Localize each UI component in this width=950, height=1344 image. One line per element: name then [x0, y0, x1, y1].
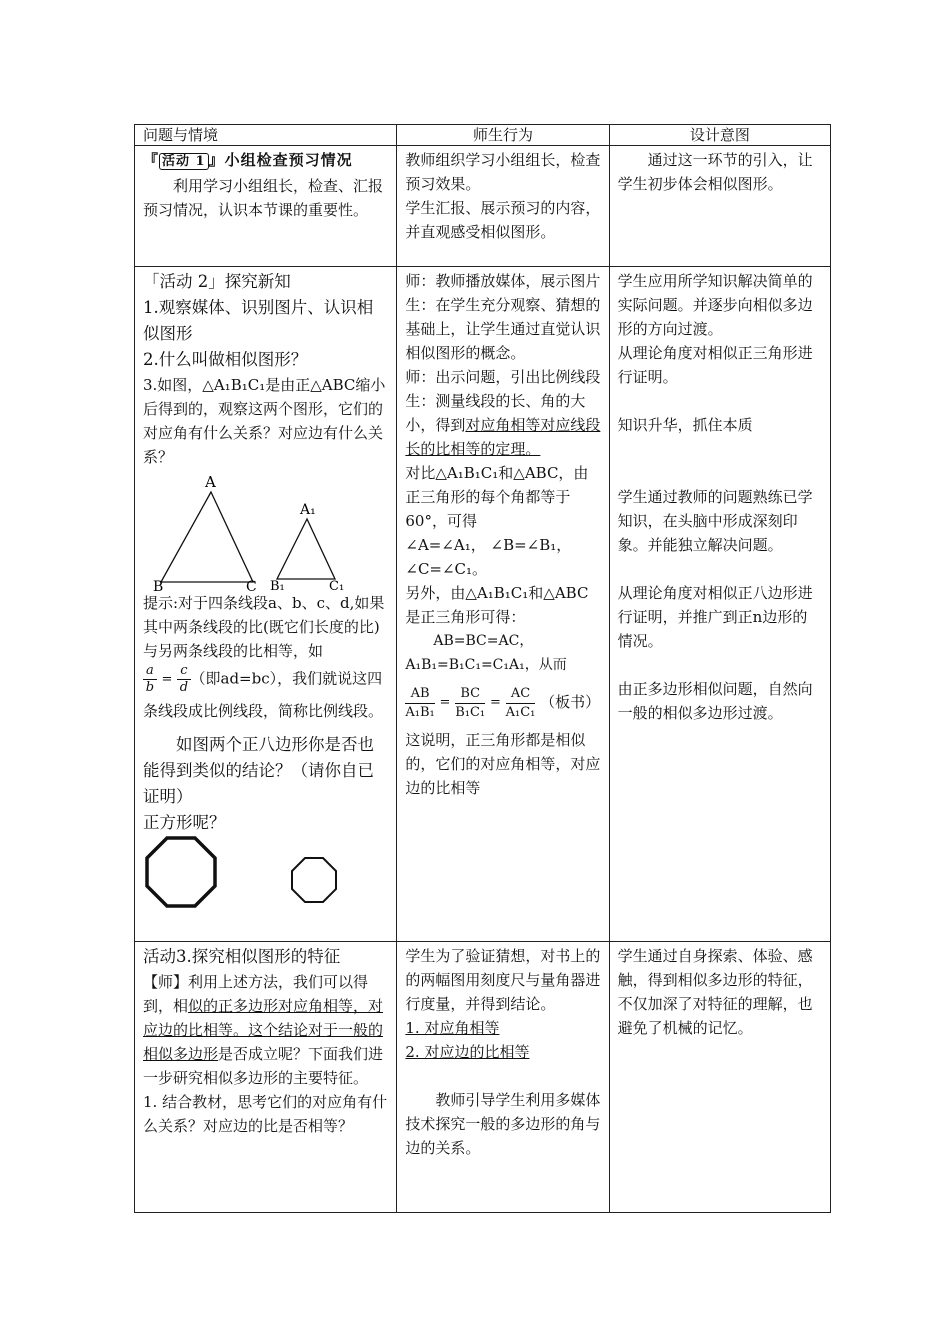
row3-behavior-l2: 2. 对应边的比相等 — [405, 1043, 530, 1061]
row1-intent-p1: 通过这一环节的引入，让学生初步体会相似图形。 — [617, 151, 813, 193]
row3-situation-p1 — [143, 970, 388, 1090]
ratio-ac — [506, 685, 536, 722]
row2-behavior-p9: 这说明，正三角形都是相似的，它们的对应角相等，对应边的比相等 — [405, 731, 601, 797]
row2-behavior-p8: AB=BC=AC，A₁B₁=B₁C₁=C₁A₁，从而 — [405, 633, 567, 673]
row1-situation — [135, 146, 397, 267]
ratio-d1: A₁B₁ — [405, 704, 435, 720]
tri-small-label-right: C₁ — [329, 579, 345, 591]
hint-text-2: （即ad=bc），我们就说这四条线段成比例线段，简称比例线段。 — [143, 669, 384, 720]
tri-big-label-left: B — [153, 579, 164, 591]
row2-behavior-p3: 师：出示问题，引出比例线段 — [405, 368, 601, 386]
row3-intent — [609, 942, 830, 1213]
header-situation: 问题与情境 — [135, 125, 397, 146]
row2-behavior-p6: ∠A=∠A₁， ∠B=∠B₁， ∠C=∠C₁。 — [405, 536, 572, 578]
row3-p-b: 是否成立呢？下面我们进一步研究相似多边形的主要特征。 — [143, 1045, 384, 1087]
tri-big-label-right: C — [246, 579, 257, 591]
board-note: （板书） — [540, 693, 601, 711]
triangles-figure — [143, 469, 389, 591]
ratio-line: $\frac{AB}{\text{A₁B₁}}$ = $\frac{BC}{\text{B₁C₁}}$ = $\frac{AC}{\text{A₁C₁}}$ （板书） — [405, 685, 601, 720]
activity2-title: 「活动 2」探究新知 — [143, 272, 291, 291]
p4-text: 生：测量线段的长、角的大小，得到 — [405, 392, 586, 434]
proportion-line: $\frac{a}{b}$ = $\frac{c}{d}$ （即ad=bc），我们就说这四条线段成比例线段，简称比例线段。 — [143, 663, 384, 720]
row-activity-3 — [135, 942, 831, 1213]
small-triangle — [277, 519, 335, 579]
row2-intent-p2: 从理论角度对相似正三角形进行证明。 — [617, 344, 813, 386]
row2-intent — [609, 267, 830, 942]
row3-intent-p1: 学生通过自身探索、体验、感触，得到相似多边形的特征，不仅加深了对特征的理解，也避免了机械的记忆。 — [617, 947, 813, 1037]
row3-behavior-p2: 教师引导学生利用多媒体技术探究一般的多边形的角与边的关系。 — [405, 1091, 601, 1157]
row1-behavior-p1: 教师组织学习小组组长，检查预习效果。 — [405, 151, 601, 193]
row2-behavior-p4 — [405, 389, 600, 461]
p4-underlined: 对应角相等对应线段长的比相等的定理。 — [405, 416, 601, 458]
activity1-title: 『 活动 1 』小组检查预习情况 — [143, 151, 353, 169]
fraction-c-d — [177, 663, 190, 696]
header-intent: 设计意图 — [609, 125, 830, 146]
tri-small-label-left: B₁ — [270, 579, 285, 591]
row2-behavior-p5: 对比△A₁B₁C₁和△ABC，由正三角形的每个角都等于60°，可得 — [405, 464, 589, 530]
activity2-item3: 3.如图，△A₁B₁C₁是由正△ABC缩小后得到的，观察这两个图形，它们的对应角有什么关系？对应边有什么关系？ — [143, 376, 386, 466]
row3-behavior-p1: 学生为了验证猜想，对书上的的两幅图用刻度尺与量角器进行度量，并得到结论。 — [405, 947, 601, 1013]
header-behavior: 师生行为 — [397, 125, 609, 146]
row2-intent-p6: 由正多边形相似问题，自然向一般的相似多边形过渡。 — [617, 680, 813, 722]
frac-d: d — [179, 680, 189, 695]
row2-intent-p4: 学生通过教师的问题熟练已学知识，在头脑中形成深刻印象。并能独立解决问题。 — [617, 488, 813, 554]
octagons-figure — [143, 836, 389, 912]
ratio-ab — [405, 685, 434, 722]
activity2-item1: 1.观察媒体、识别图片、认识相似图形 — [143, 298, 374, 343]
row1-intent — [609, 146, 830, 267]
activity1-title-text: 小组检查预习情况 — [224, 151, 353, 169]
ratio-d3: A₁C₁ — [505, 704, 536, 720]
activity1-box: 活动 1 — [159, 153, 209, 170]
row3-situation — [135, 942, 397, 1213]
row3-behavior — [397, 942, 609, 1213]
small-octagon — [292, 858, 336, 902]
row3-p-a: 【师】利用上述方法，我们可以得到，相 — [143, 973, 369, 1015]
square-question: 正方形呢？ — [143, 813, 226, 832]
row2-intent-p1: 学生应用所学知识解决简单的实际问题。并逐步向相似多边形的方向过渡。 — [617, 272, 813, 338]
row3-question: 1. 结合教材，思考它们的对应角有什么关系？对应边的比是否相等？ — [143, 1093, 388, 1135]
ratio-d2: B₁C₁ — [455, 704, 486, 720]
lesson-plan-table — [134, 124, 831, 1213]
row2-behavior — [397, 267, 609, 942]
octagon-question: 如图两个正八边形你是否也能得到类似的结论？（请你自已证明） — [143, 735, 374, 806]
ratio-n2: BC — [455, 685, 485, 704]
frac-c: c — [177, 663, 190, 680]
big-octagon — [147, 838, 215, 906]
big-triangle — [161, 492, 253, 582]
tri-big-label-top: A — [205, 473, 216, 491]
ratio-n1: AB — [405, 685, 434, 704]
row2-intent-p5: 从理论角度对相似正八边形进行证明，并推广到正n边形的情况。 — [617, 584, 813, 650]
row2-behavior-p7: 另外，由△A₁B₁C₁和△ABC是正三角形可得： — [405, 584, 589, 626]
tri-small-label-top: A₁ — [300, 502, 316, 518]
row2-situation — [135, 267, 397, 942]
ratio-n3: AC — [506, 685, 536, 704]
frac-b: b — [145, 680, 155, 695]
row-activity-2 — [135, 267, 831, 942]
row1-behavior — [397, 146, 609, 267]
activity3-title: 活动3.探究相似图形的特征 — [143, 947, 341, 966]
row-activity-1 — [135, 146, 831, 267]
fraction-a-b — [143, 663, 157, 696]
row2-behavior-p1: 师：教师播放媒体，展示图片 — [405, 272, 601, 290]
row2-behavior-p2: 生：在学生充分观察、猜想的基础上，让学生通过直觉认识相似图形的概念。 — [405, 296, 601, 362]
row3-p-underlined: 似的正多边形对应角相等，对应边的比相等。这个结论对于一般的相似多边形 — [143, 997, 384, 1063]
row1-situation-text: 利用学习小组组长，检查、汇报预习情况，认识本节课的重要性。 — [143, 177, 384, 219]
row3-behavior-l1: 1. 对应角相等 — [405, 1019, 500, 1037]
frac-a: a — [143, 663, 157, 680]
activity2-item2: 2.什么叫做相似图形？ — [143, 350, 308, 369]
hint-text: 提示:对于四条线段a、b、c、d,如果其中两条线段的比(既它们长度的比)与另两条线段的比相等，如 — [143, 594, 385, 660]
row1-behavior-p2: 学生汇报、展示预习的内容，并直观感受相似图形。 — [405, 199, 601, 241]
row2-intent-p3: 知识升华，抓住本质 — [617, 416, 753, 434]
header-row — [135, 125, 831, 146]
ratio-bc — [455, 685, 485, 722]
